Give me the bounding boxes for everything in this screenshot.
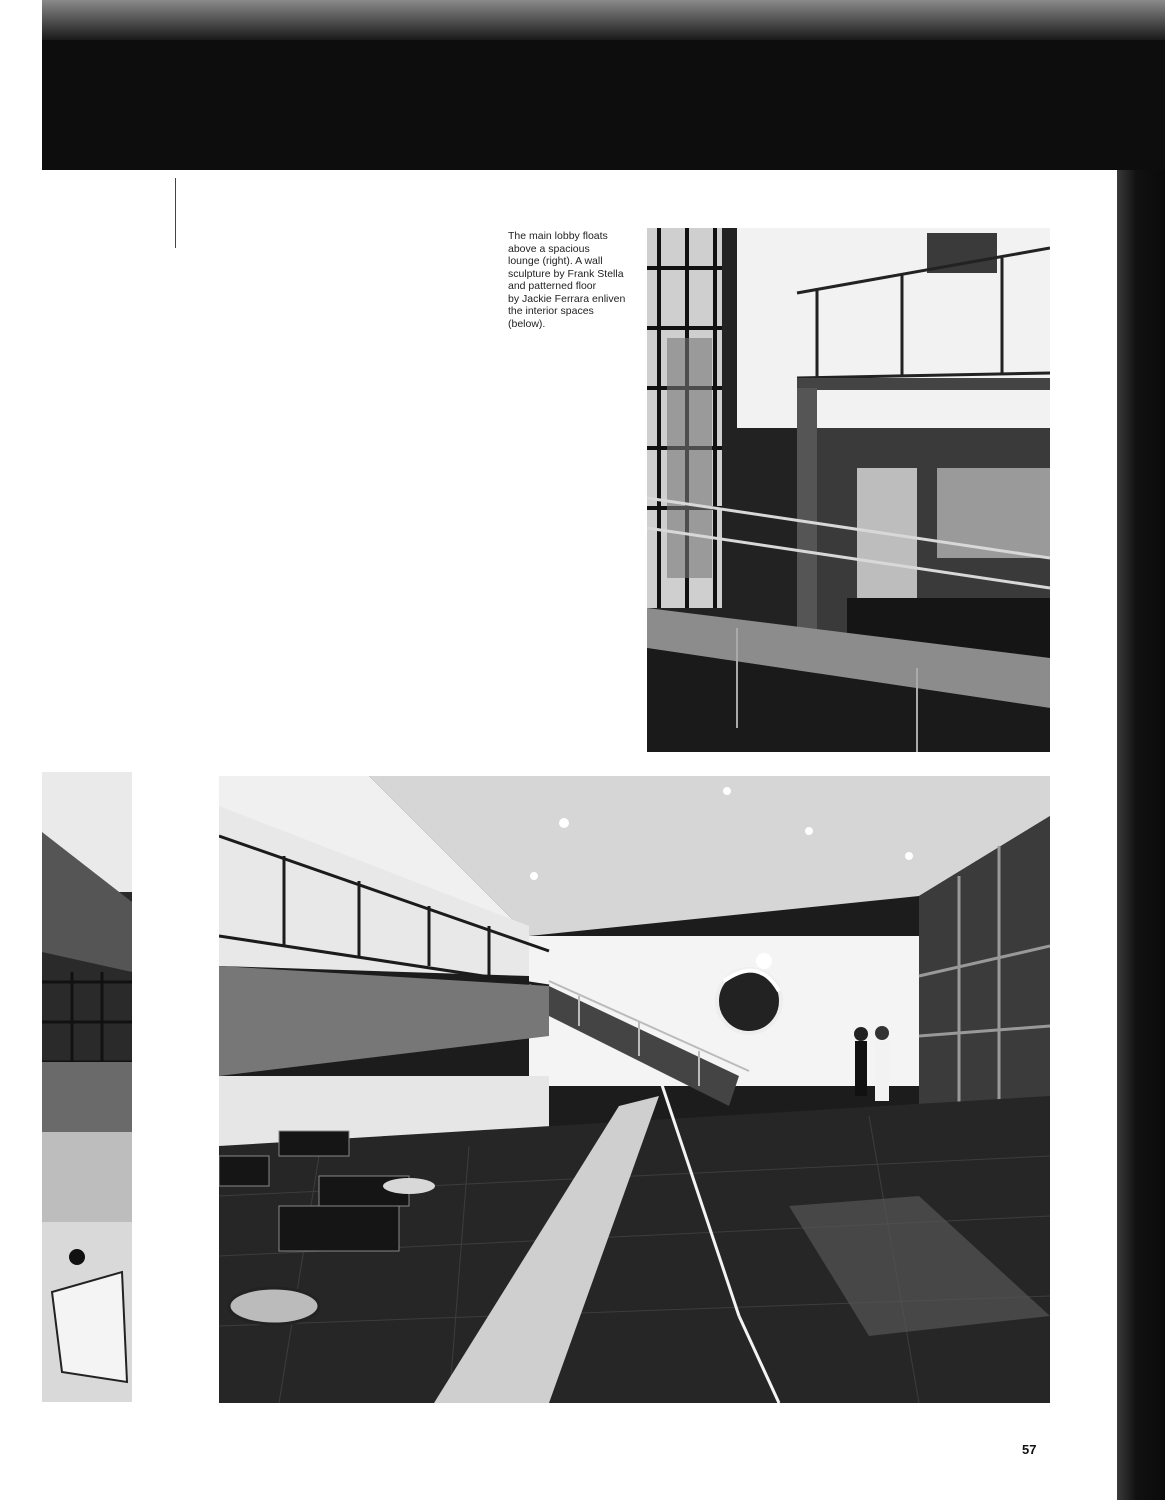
page-number: 57 [1022,1442,1037,1457]
exterior-photo [42,772,132,1402]
caption-line: above a spacious [508,242,590,255]
caption-line: the interior spaces [508,305,594,317]
lobby-photo [647,228,1050,752]
lounge-photo [219,776,1050,1403]
caption-line: lounge (right). A wall [508,255,603,267]
photo-caption [508,230,633,330]
caption-line: and patterned floor [508,280,597,292]
caption-line: by Jackie Ferrara enliven [508,292,626,305]
caption-line: sculpture by Frank Stella [508,267,624,280]
scan-dark-band-top [42,0,1165,170]
scan-dark-band-right [1117,170,1165,1500]
scan-mark [175,178,176,248]
caption-line: (below). [508,317,546,330]
caption-line: The main lobby floats [508,230,608,242]
